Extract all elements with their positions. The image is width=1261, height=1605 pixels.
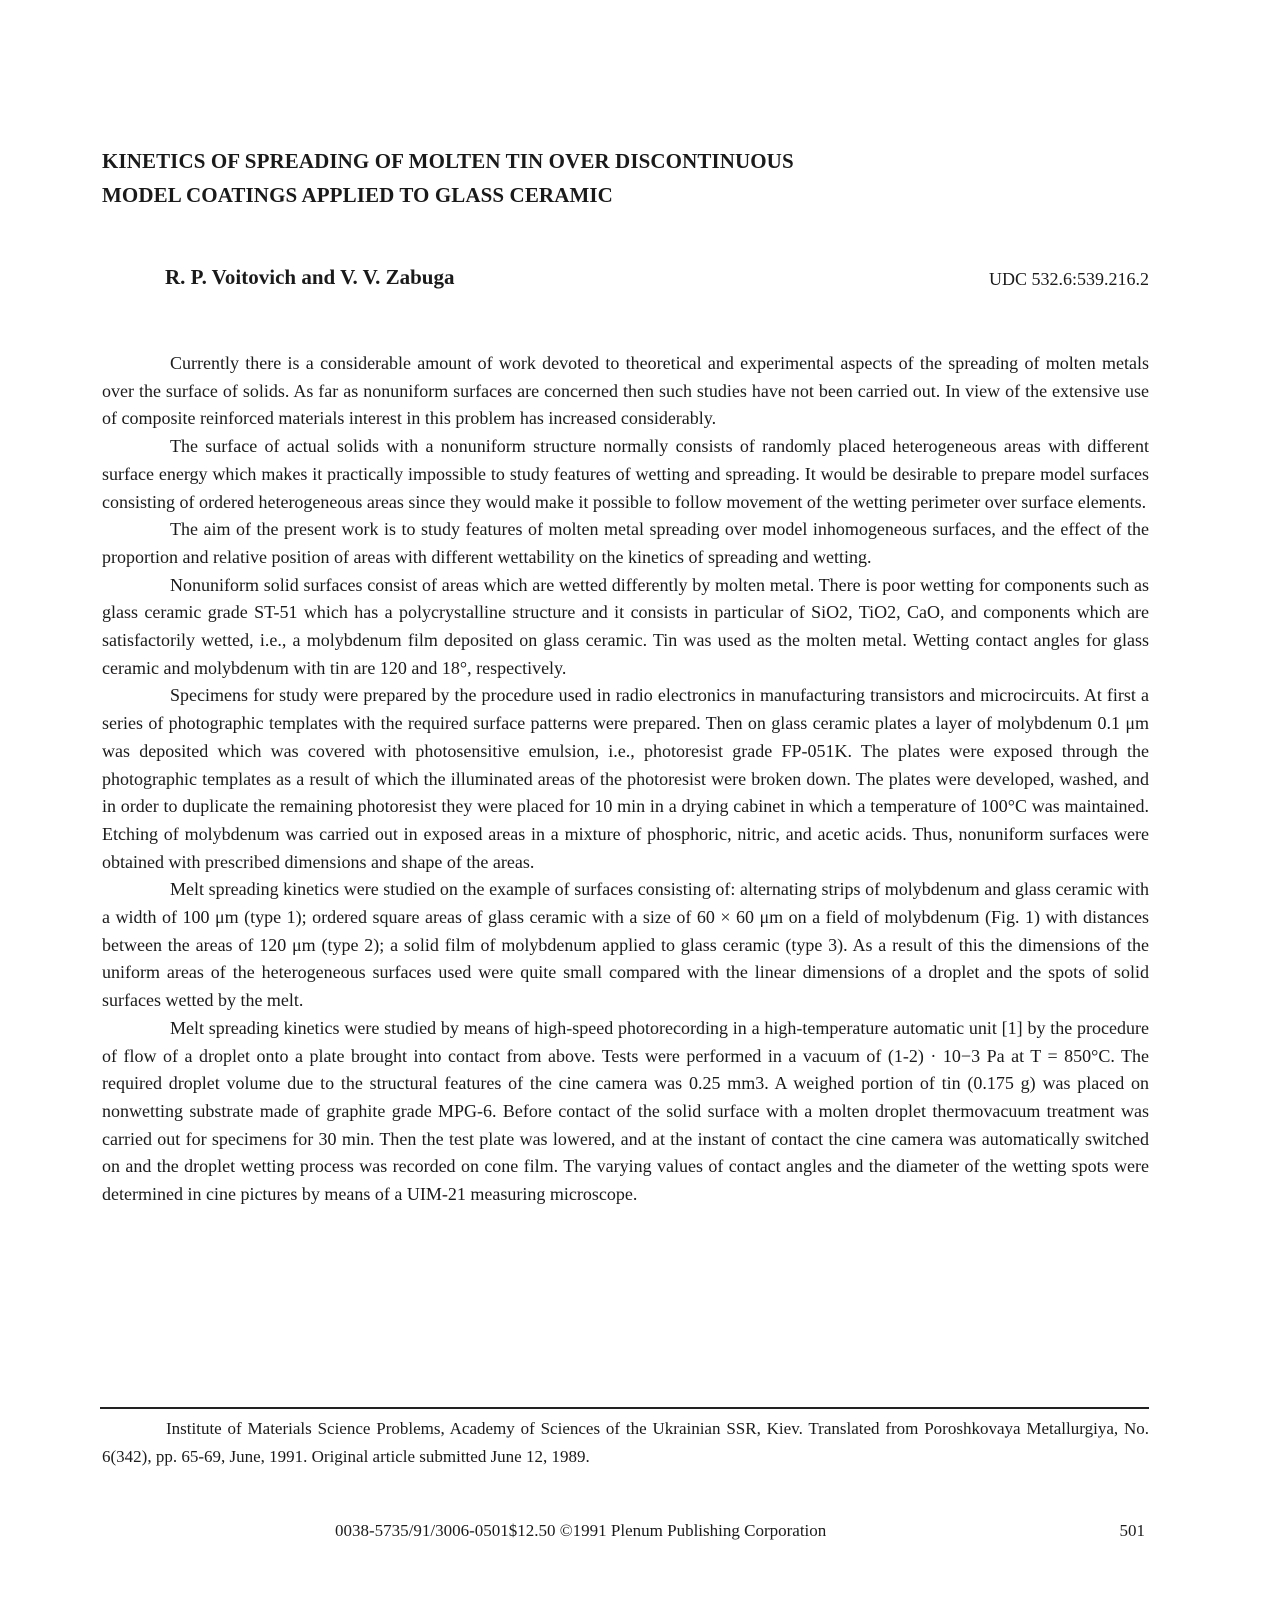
paragraph: Currently there is a considerable amount of work devoted to theoretical and experimental aspects of the spreading of molten metals over the surface of solids. As far as nonuniform surfaces are concerned then such studies have not been carried out. In view of the extensive use of composite reinforced materials interest in this problem has increased considerably. — [102, 353, 1149, 429]
title-line: KINETICS OF SPREADING OF MOLTEN TIN OVER DISCONTINUOUS — [102, 149, 794, 173]
paragraph: Nonuniform solid surfaces consist of areas which are wetted differently by molten metal. There is poor wetting for components such as glass ceramic grade ST-51 which has a polycrystalline structure and it consists in particular of SiO2, TiO2, CaO, and components which are satisfactorily wetted, i.e., a molybdenum film deposited on glass ceramic. Tin was used as the molten metal. Wetting contact angles for glass ceramic and molybdenum with tin are 120 and 18°, respectively. — [102, 574, 1149, 678]
authors: R. P. Voitovich and V. V. Zabuga — [165, 265, 455, 289]
footnote — [102, 1415, 1149, 1471]
paragraph: Specimens for study were prepared by the procedure used in radio electronics in manufacturing transistors and microcircuits. At first a series of photographic templates with the required surface patterns were prepared. Then on glass ceramic plates a layer of molybdenum 0.1 μm was deposited which was covered with photosensitive emulsion, i.e., photoresist grade FP-051K. The plates were exposed through the photographic templates as a result of which the illuminated areas of the photoresist were broken down. The plates were developed, washed, and in order to duplicate the remaining photoresist they were placed for 10 min in a drying cabinet in which a temperature of 100°C was maintained. Etching of molybdenum was carried out in exposed areas in a mixture of phosphoric, nitric, and acetic acids. Thus, nonuniform surfaces were obtained with prescribed dimensions and shape of the areas. — [102, 685, 1149, 872]
paragraph: The aim of the present work is to study features of molten metal spreading over model inhomogeneous surfaces, and the effect of the proportion and relative position of areas with different wettability on the kinetics of spreading and wetting. — [102, 519, 1149, 567]
footnote-divider — [100, 1407, 1149, 1409]
article-body — [102, 350, 1149, 1209]
copyright-line: 0038-5735/91/3006-0501$12.50 ©1991 Plenum Publishing Corporation — [335, 1521, 827, 1540]
udc-code: UDC 532.6:539.216.2 — [988, 269, 1149, 289]
title-line: MODEL COATINGS APPLIED TO GLASS CERAMIC — [102, 183, 613, 207]
article-title — [102, 144, 1102, 212]
paragraph: The surface of actual solids with a nonuniform structure normally consists of randomly placed heterogeneous areas with different surface energy which makes it practically impossible to study features of wetting and spreading. It would be desirable to prepare model surfaces consisting of ordered heterogeneous areas since they would make it possible to follow movement of the wetting perimeter over surface elements. — [102, 436, 1149, 512]
paragraph: Melt spreading kinetics were studied by means of high-speed photorecording in a high-temperature automatic unit [1] by the procedure of flow of a droplet onto a plate brought into contact from above. Tests were performed in a vacuum of (1-2) · 10−3 Pa at T = 850°C. The required droplet volume due to the structural features of the cine camera was 0.25 mm3. A weighed portion of tin (0.175 g) was placed on nonwetting substrate made of graphite grade MPG-6. Before contact of the solid surface with a molten droplet thermovacuum treatment was carried out for specimens for 30 min. Then the test plate was lowered, and at the instant of contact the cine camera was automatically switched on and the droplet wetting process was recorded on cone film. The varying values of contact angles and the diameter of the wetting spots were determined in cine pictures by means of a UIM-21 measuring microscope. — [102, 1017, 1149, 1205]
page-number: 501 — [1119, 1521, 1145, 1540]
paragraph: Melt spreading kinetics were studied on the example of surfaces consisting of: alternating strips of molybdenum and glass ceramic with a width of 100 μm (type 1); ordered square areas of glass ceramic with a size of 60 × 60 μm on a field of molybdenum (Fig. 1) with distances between the areas of 120 μm (type 2); a solid film of molybdenum applied to glass ceramic (type 3). As a result of this the dimensions of the uniform areas of the heterogeneous surfaces used were quite small compared with the linear dimensions of a droplet and the spots of solid surfaces wetted by the melt. — [102, 879, 1149, 1011]
footnote-text: Institute of Materials Science Problems, Academy of Sciences of the Ukrainian SSR, Kiev. Translated from Poroshkovaya Metallurgiya, No. 6(342), pp. 65-69, June, 1991. Original article submitted June 12, 1989. — [102, 1419, 1149, 1466]
